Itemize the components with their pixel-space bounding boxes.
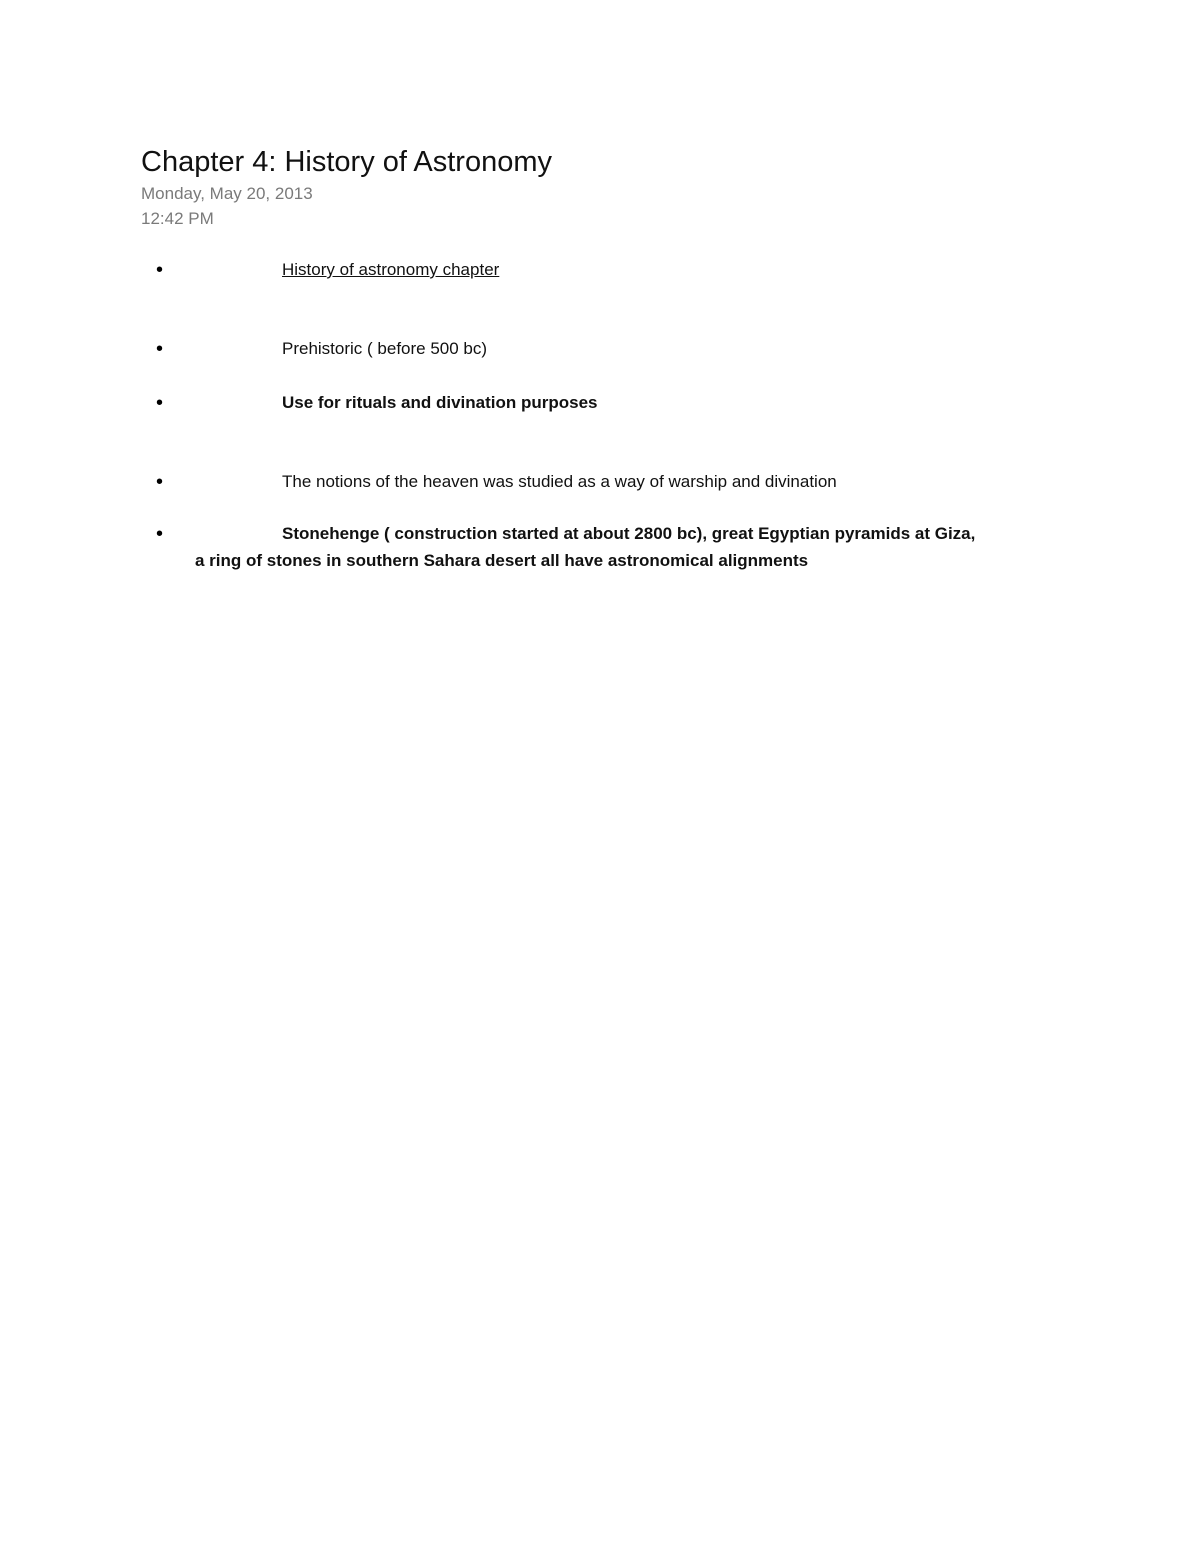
note-date: Monday, May 20, 2013 xyxy=(141,184,313,203)
list-item-text: The notions of the heaven was studied as a way of warship and divination xyxy=(282,472,837,491)
bullet-icon: • xyxy=(156,471,164,493)
page-title: Chapter 4: History of Astronomy xyxy=(141,146,552,178)
bullet-icon: • xyxy=(156,523,164,545)
note-time: 12:42 PM xyxy=(141,209,214,228)
bullet-icon: • xyxy=(156,259,164,281)
list-item-text: Use for rituals and divination purposes xyxy=(282,393,598,412)
list-item-text: History of astronomy chapter xyxy=(282,260,500,279)
bullet-icon: • xyxy=(156,338,164,360)
list-item-text: Stonehenge ( construction started at about 2800 bc), great Egyptian pyramids at Giza, xyxy=(282,524,976,543)
list-item-text: Prehistoric ( before 500 bc) xyxy=(282,339,488,358)
bullet-icon: • xyxy=(156,392,164,414)
list-item-continuation: a ring of stones in southern Sahara desert all have astronomical alignments xyxy=(195,551,809,570)
